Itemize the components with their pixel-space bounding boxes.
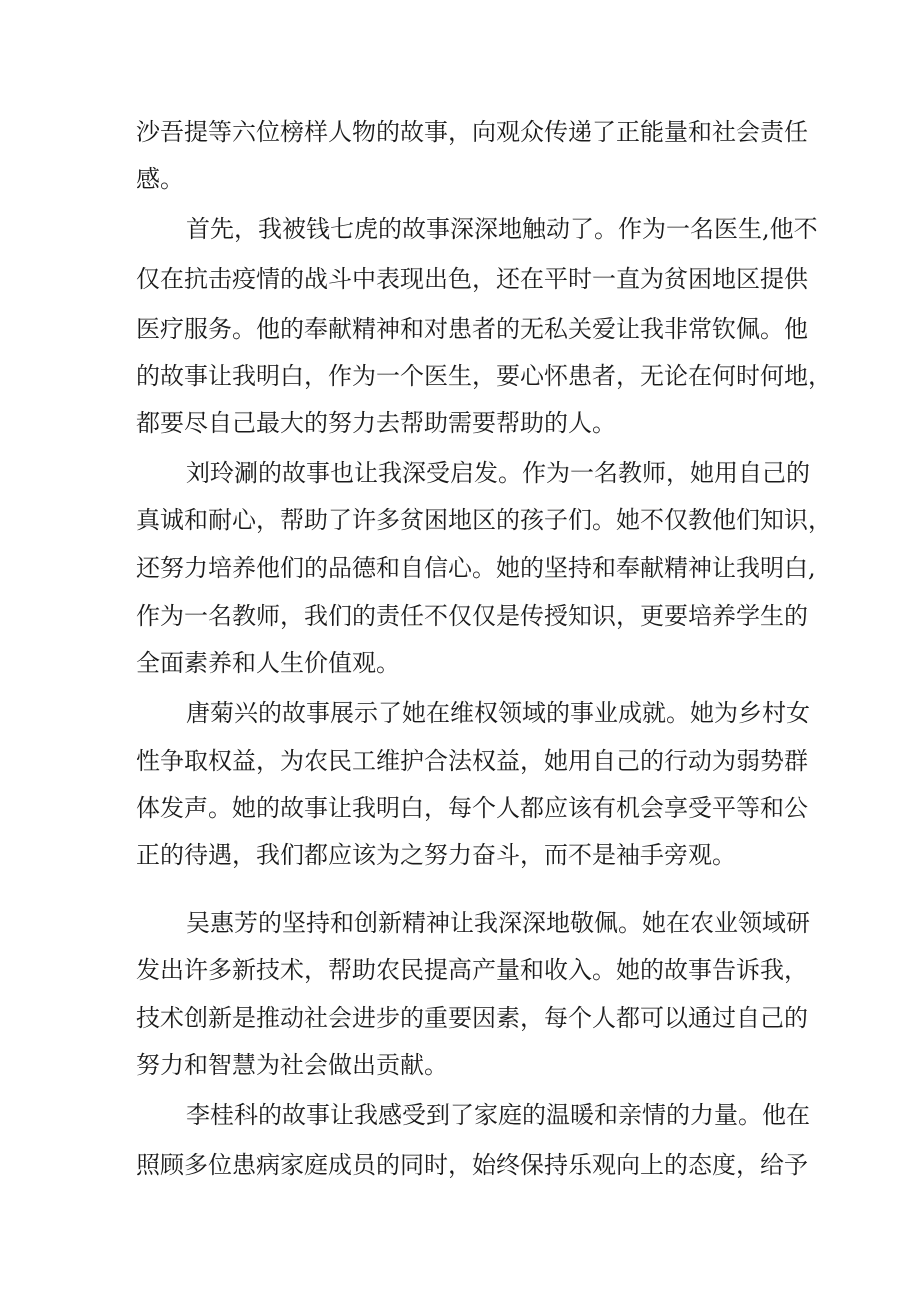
text-line-content: 感。 <box>136 165 184 193</box>
text-line <box>0 403 920 443</box>
text-line <box>0 159 920 199</box>
text-line <box>0 548 920 588</box>
text-line <box>0 453 920 493</box>
text-line-content: 还努力培养他们的品德和自信心。她的坚持和奉献精神让我明白, <box>136 554 816 582</box>
text-line-content: 性争取权益，为农民工维护合法权益，她用自己的行动为弱势群 <box>136 747 808 775</box>
text-line <box>0 1045 920 1085</box>
text-line-content: 正的待遇，我们都应该为之努力奋斗，而不是袖手旁观。 <box>136 841 736 869</box>
text-line <box>0 209 920 249</box>
text-line-content: 发出许多新技术，帮助农民提高产量和收入。她的故事告诉我， <box>136 956 808 984</box>
text-line <box>0 741 920 781</box>
text-line <box>0 788 920 828</box>
text-line <box>0 903 920 943</box>
text-line <box>0 356 920 396</box>
text-line <box>0 835 920 875</box>
text-line-content: 的故事让我明白，作为一个医生，要心怀患者，无论在何时何地， <box>136 362 832 390</box>
text-line-content: 努力和智慧为社会做出贡献。 <box>136 1051 448 1079</box>
text-line <box>0 1095 920 1135</box>
text-line <box>0 693 920 733</box>
text-line <box>0 1145 920 1185</box>
text-line-content: 首先，我被钱七虎的故事深深地触动了。作为一名医生,他不 <box>186 215 818 243</box>
text-line <box>0 950 920 990</box>
text-line-content: 照顾多位患病家庭成员的同时，始终保持乐观向上的态度，给予 <box>136 1151 808 1179</box>
text-line <box>0 596 920 636</box>
text-line-content: 唐菊兴的故事展示了她在维权领域的事业成就。她为乡村女 <box>186 699 810 727</box>
text-line-content: 体发声。她的故事让我明白，每个人都应该有机会享受平等和公 <box>136 794 808 822</box>
text-line-content: 都要尽自己最大的努力去帮助需要帮助的人。 <box>136 409 616 437</box>
text-line <box>0 309 920 349</box>
text-line-content: 全面素养和人生价值观。 <box>136 649 400 677</box>
text-line-content: 仅在抗击疫情的战斗中表现出色，还在平时一直为贫困地区提供 <box>136 265 808 293</box>
text-line <box>0 112 920 152</box>
text-line-content: 刘玲涮的故事也让我深受启发。作为一名教师，她用自己的 <box>186 459 810 487</box>
text-line <box>0 500 920 540</box>
text-line-content: 吴惠芳的坚持和创新精神让我深深地敬佩。她在农业领域研 <box>186 909 810 937</box>
text-line <box>0 998 920 1038</box>
text-line <box>0 643 920 683</box>
text-line-content: 李桂科的故事让我感受到了家庭的温暖和亲情的力量。他在 <box>186 1101 810 1129</box>
text-line <box>0 259 920 299</box>
text-line-content: 技术创新是推动社会进步的重要因素，每个人都可以通过自己的 <box>136 1004 808 1032</box>
text-line-content: 医疗服务。他的奉献精神和对患者的无私关爱让我非常钦佩。他 <box>136 315 808 343</box>
text-line-content: 作为一名教师，我们的责任不仅仅是传授知识，更要培养学生的 <box>136 602 808 630</box>
text-line-content: 真诚和耐心，帮助了许多贫困地区的孩子们。她不仅教他们知识， <box>136 506 832 534</box>
text-line-content: 沙吾提等六位榜样人物的故事，向观众传递了正能量和社会责任 <box>136 118 808 146</box>
